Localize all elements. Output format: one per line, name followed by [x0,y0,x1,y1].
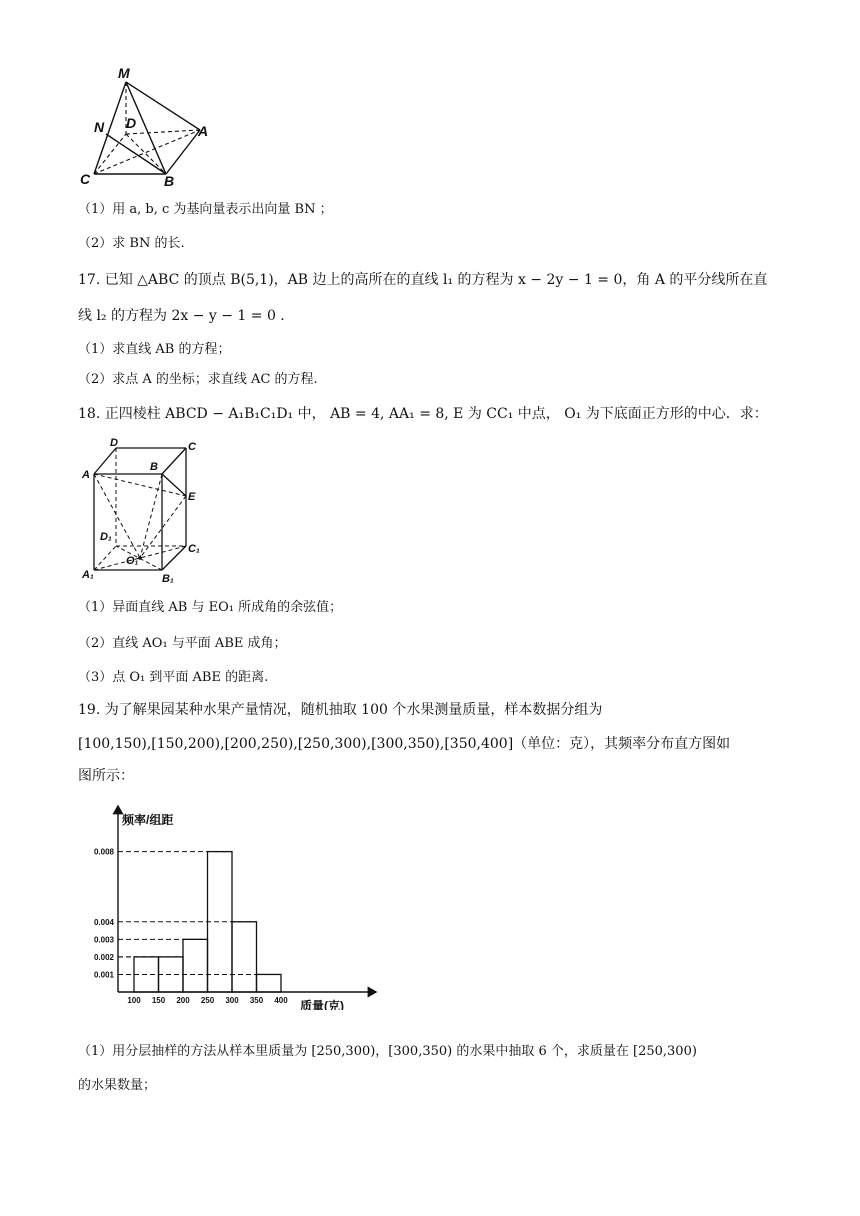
q19-part1-line2: 的水果数量； [78,1078,157,1093]
label-C: C [80,171,91,187]
label-C1: C₁ [188,543,200,555]
y-tick-label: 0.004 [93,917,114,927]
q17-stem-line1: 17. 已知 △ABC 的顶点 B(5,1)，AB 边上的高所在的直线 l₁ 的方程为 x − 2y − 1 = 0，角 A 的平分线所在直 [78,272,768,288]
q19-stem-line1: 19. 为了解果园某种水果产量情况，随机抽取 100 个水果测量质量，样本数据分组为 [78,702,603,718]
histogram-bar [257,974,282,992]
label-M: M [118,65,130,81]
x-tick-label: 250 [200,996,215,1005]
histogram-bar [183,939,208,992]
y-tick-label: 0.001 [93,970,114,980]
label-A1: A₁ [82,569,94,581]
label-D: D [126,115,137,131]
label-E: E [188,491,196,503]
label-A: A [198,123,209,139]
label-B: B [164,173,175,189]
label-O1: O₁ [126,555,139,567]
q18-part3: （3）点 O₁ 到平面 ABE 的距离. [78,670,269,685]
x-tick-label: 150 [151,996,166,1005]
frequency-histogram [78,798,388,1010]
x-axis-label: 质量(克) [300,999,344,1010]
label-D1: D₁ [100,531,112,543]
q18-stem: 18. 正四棱柱 ABCD − A₁B₁C₁D₁ 中， AB = 4, AA₁ = 8, E 为 CC₁ 中点， O₁ 为下底面正方形的中心．求： [78,406,768,422]
x-tick-label: 350 [249,996,264,1005]
q17-stem-line2: 线 l₂ 的方程为 2x − y − 1 = 0 . [78,308,285,324]
label-B1: B₁ [162,573,174,584]
histogram-bar [208,852,233,992]
q16-part2: （2）求 BN 的长. [78,236,185,251]
q19-part1-line1: （1）用分层抽样的方法从样本里质量为 [250,300)，[300,350) 的水果中抽取 6 个，求质量在 [250,300) [78,1044,697,1059]
x-tick-label: 400 [274,996,288,1005]
label-D-top: D [110,437,118,449]
q18-part2: （2）直线 AO₁ 与平面 ABE 成角； [78,636,287,651]
pyramid-figure [74,62,224,190]
label-B-top: B [150,461,158,473]
y-tick-label: 0.002 [93,952,114,962]
q16-part1: （1）用 a, b, c 为基向量表示出向量 BN ； [78,202,333,217]
y-axis-label: 频率/组距 [122,813,174,827]
label-C-top: C [188,441,196,453]
q17-part1: （1）求直线 AB 的方程； [78,342,231,357]
label-N: N [94,119,105,135]
histogram-bar [232,922,257,992]
y-tick-label: 0.003 [93,935,114,945]
x-tick-label: 100 [127,996,141,1005]
x-tick-label: 200 [176,996,190,1005]
label-A-top: A [82,469,90,481]
prism-figure [78,436,208,584]
q19-stem-line3: 图所示： [78,768,134,784]
x-tick-label: 300 [225,996,239,1005]
y-tick-label: 0.008 [93,847,114,857]
q19-stem-line2: [100,150),[150,200),[200,250),[250,300),[300,350),[350,400]（单位：克），其频率分布直方图如 [78,736,731,752]
q18-part1: （1）异面直线 AB 与 EO₁ 所成角的余弦值； [78,600,343,615]
q17-part2: （2）求点 A 的坐标；求直线 AC 的方程. [78,372,318,387]
